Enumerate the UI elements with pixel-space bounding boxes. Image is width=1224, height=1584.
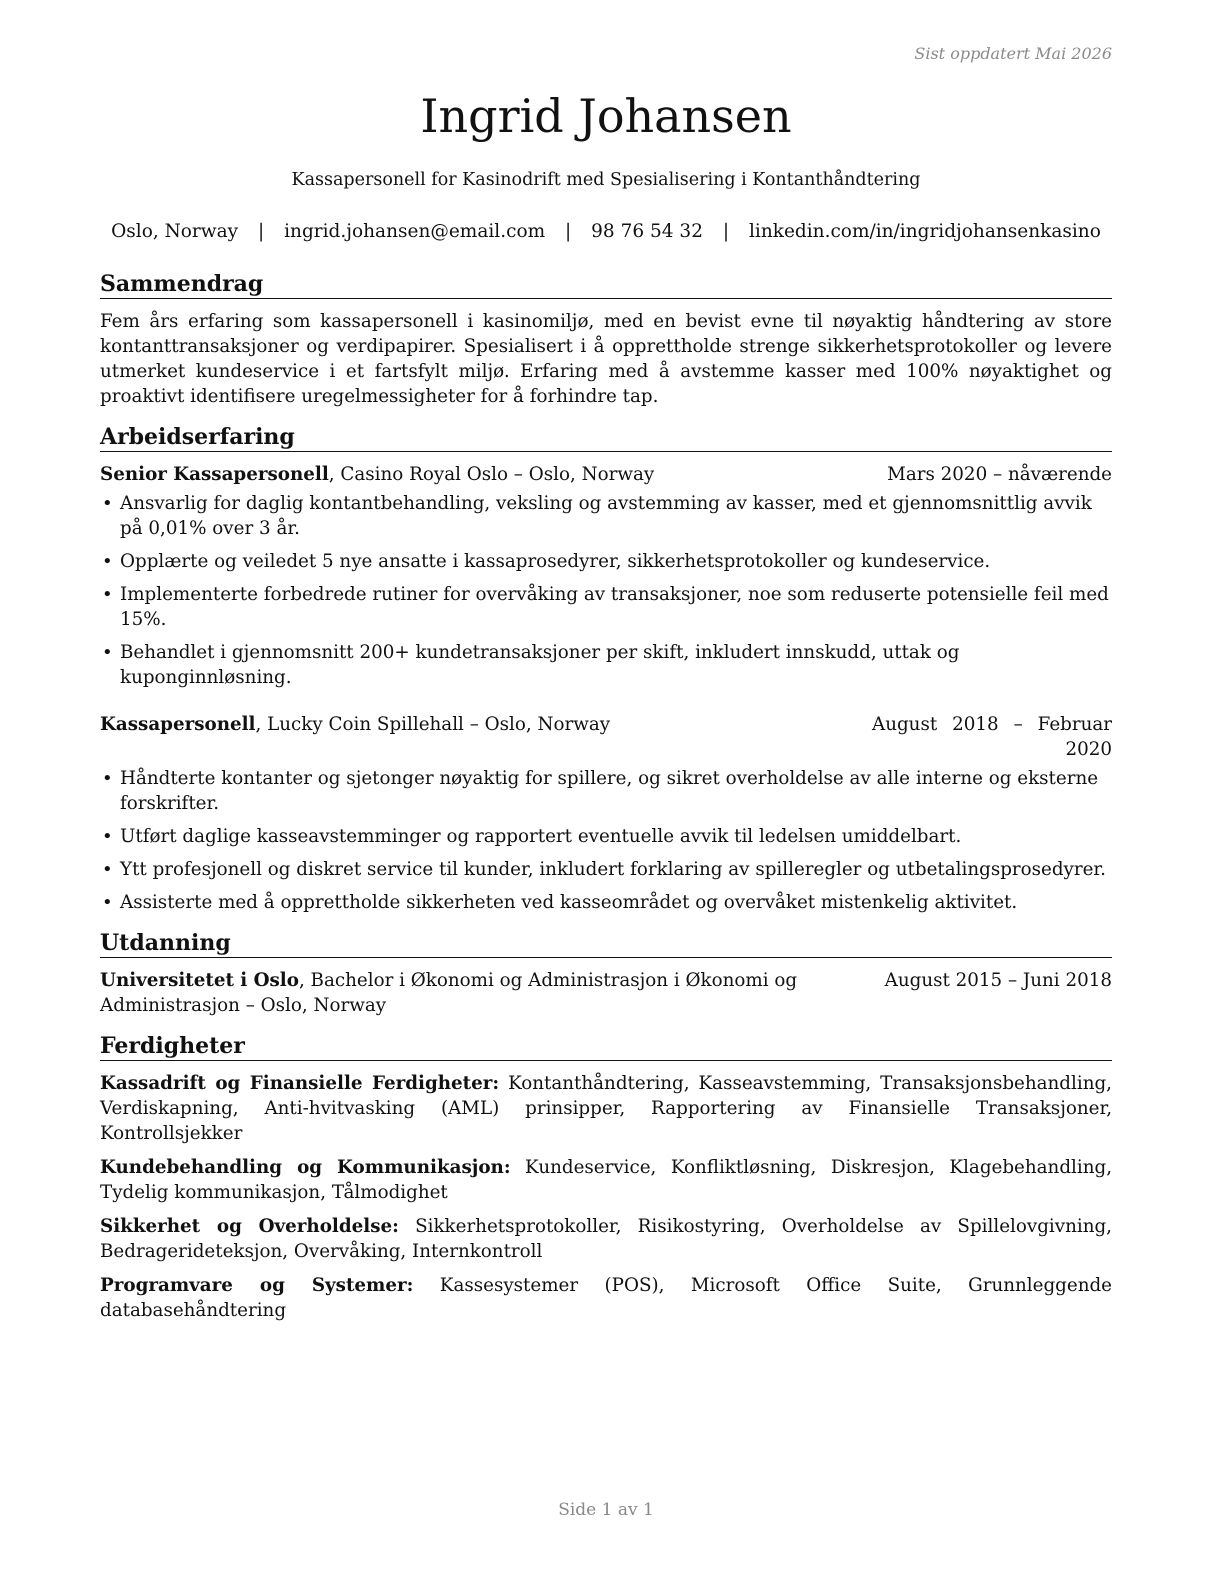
contact-separator: |: [565, 221, 572, 242]
experience-section: [100, 423, 1112, 915]
skill-group: [100, 1155, 1112, 1205]
job-role: Senior Kassapersonell: [100, 464, 329, 485]
job-bullet: • Ansvarlig for daglig kontantbehandling, veksling og avstemming av kasser, med et gjennomsnittlig avvik på 0,01% over 3 år.: [100, 491, 1112, 541]
section-title: Sammendrag: [100, 270, 1112, 299]
contact-separator: |: [722, 221, 730, 242]
job-entry: [100, 712, 1112, 915]
summary-text: Fem års erfaring som kassapersonell i kasinomiljø, med en bevist evne til nøyaktig håndtering av store kontanttransaksjoner og verdipapirer. Spesialisert i å opprettholde strenge sikkerhetsprotokoller og levere utmerket kundeservice i et fartsfylt miljø. Erfaring med å avstemme kasser med 100% nøyaktighet og proaktivt identifisere uregelmessigheter for å forhindre tap.: [100, 311, 1112, 407]
job-org: , Lucky Coin Spillehall – Oslo, Norway: [255, 714, 611, 735]
job-role: Kassapersonell: [100, 714, 256, 735]
job-bullets: [100, 766, 1112, 915]
contact-phone: 98 76 54 32: [591, 221, 703, 242]
job-title-line: [100, 462, 654, 487]
last-updated: Sist oppdatert Mai 2026: [914, 44, 1112, 63]
skill-group-label: Kassadrift og Finansielle Ferdigheter:: [100, 1073, 500, 1094]
candidate-name: Ingrid Johansen: [420, 89, 792, 143]
job-bullet: • Håndterte kontanter og sjetonger nøyaktig for spillere, og sikret overholdelse av alle interne og eksterne forskrifter.: [100, 766, 1112, 816]
skill-group-items: Kassesystemer (POS), Microsoft Office Suite, Grunnleggende databasehåndtering: [100, 1275, 1112, 1321]
education-school: Universitetet i Oslo: [100, 970, 299, 991]
contact-linkedin[interactable]: linkedin.com/in/ingridjohansenkasino: [748, 221, 1101, 242]
education-section: [100, 929, 1112, 1018]
job-dates: Mars 2020 – nåværende: [887, 464, 1112, 485]
job-dates: August 2018 – Februar 2020: [872, 714, 1112, 760]
education-dates: August 2015 – Juni 2018: [884, 970, 1112, 991]
contact-location: Oslo, Norway: [111, 221, 239, 242]
job-bullet: • Opplærte og veiledet 5 nye ansatte i kassaprosedyrer, sikkerhetsprotokoller og kundeservice.: [100, 549, 1112, 574]
skill-group: [100, 1214, 1112, 1264]
job-entry: [100, 462, 1112, 690]
skill-group-items: Kundeservice, Konfliktløsning, Diskresjon, Klagebehandling, Tydelig kommunikasjon, Tålmodighet: [100, 1157, 1113, 1203]
job-header: [100, 712, 1112, 762]
skill-group-label: Sikkerhet og Overholdelse:: [100, 1216, 399, 1237]
job-org: , Casino Royal Oslo – Oslo, Norway: [328, 464, 655, 485]
headline: Kassapersonell for Kasinodrift med Spesialisering i Kontanthåndtering: [291, 170, 921, 190]
skill-group-label: Programvare og Systemer:: [100, 1275, 414, 1296]
section-title: Arbeidserfaring: [100, 423, 1112, 452]
job-bullet: • Implementerte forbedrede rutiner for overvåking av transaksjoner, noe som reduserte potensielle feil med 15%.: [100, 582, 1112, 632]
job-bullet: • Behandlet i gjennomsnitt 200+ kundetransaksjoner per skift, inkludert innskudd, uttak og kuponginnløsning.: [100, 640, 1112, 690]
page-number: Side 1 av 1: [558, 1500, 654, 1520]
job-bullets: [100, 491, 1112, 690]
job-bullet: • Ytt profesjonell og diskret service til kunder, inkludert forklaring av spilleregler og utbetalingsprosedyrer.: [100, 857, 1112, 882]
contact-line: [100, 220, 1112, 244]
section-title: Ferdigheter: [100, 1032, 1112, 1061]
job-title-line: [100, 712, 610, 737]
skills-section: [100, 1032, 1112, 1323]
education-entry: [100, 968, 1112, 1018]
section-title: Utdanning: [100, 929, 1112, 958]
job-header: [100, 462, 1112, 487]
resume-page: [100, 0, 1112, 1584]
contact-email[interactable]: ingrid.johansen@email.com: [284, 221, 546, 242]
education-detail: , Bachelor i Økonomi og Administrasjon i Økonomi og Administrasjon – Oslo, Norway: [100, 970, 798, 1016]
job-bullet: • Assisterte med å opprettholde sikkerheten ved kasseområdet og overvåket mistenkelig aktivitet.: [100, 890, 1112, 915]
summary-section: [100, 270, 1112, 409]
skill-group: [100, 1071, 1112, 1146]
skill-group: [100, 1273, 1112, 1323]
skill-group-items: Kontanthåndtering, Kasseavstemming, Transaksjonsbehandling, Verdiskapning, Anti-hvitvasking (AML) prinsipper, Rapportering av Finansielle Transaksjoner, Kontrollsjekker: [100, 1073, 1112, 1144]
skill-group-items: Sikkerhetsprotokoller, Risikostyring, Overholdelse av Spillelovgivning, Bedragerideteksjon, Overvåking, Internkontroll: [100, 1216, 1112, 1262]
skill-group-label: Kundebehandling og Kommunikasjon:: [100, 1157, 511, 1178]
education-line: [100, 968, 880, 1018]
job-bullet: • Utført daglige kasseavstemminger og rapportert eventuelle avvik til ledelsen umiddelbart.: [100, 824, 1112, 849]
resume-content: [100, 270, 1112, 1337]
contact-separator: |: [257, 221, 265, 242]
